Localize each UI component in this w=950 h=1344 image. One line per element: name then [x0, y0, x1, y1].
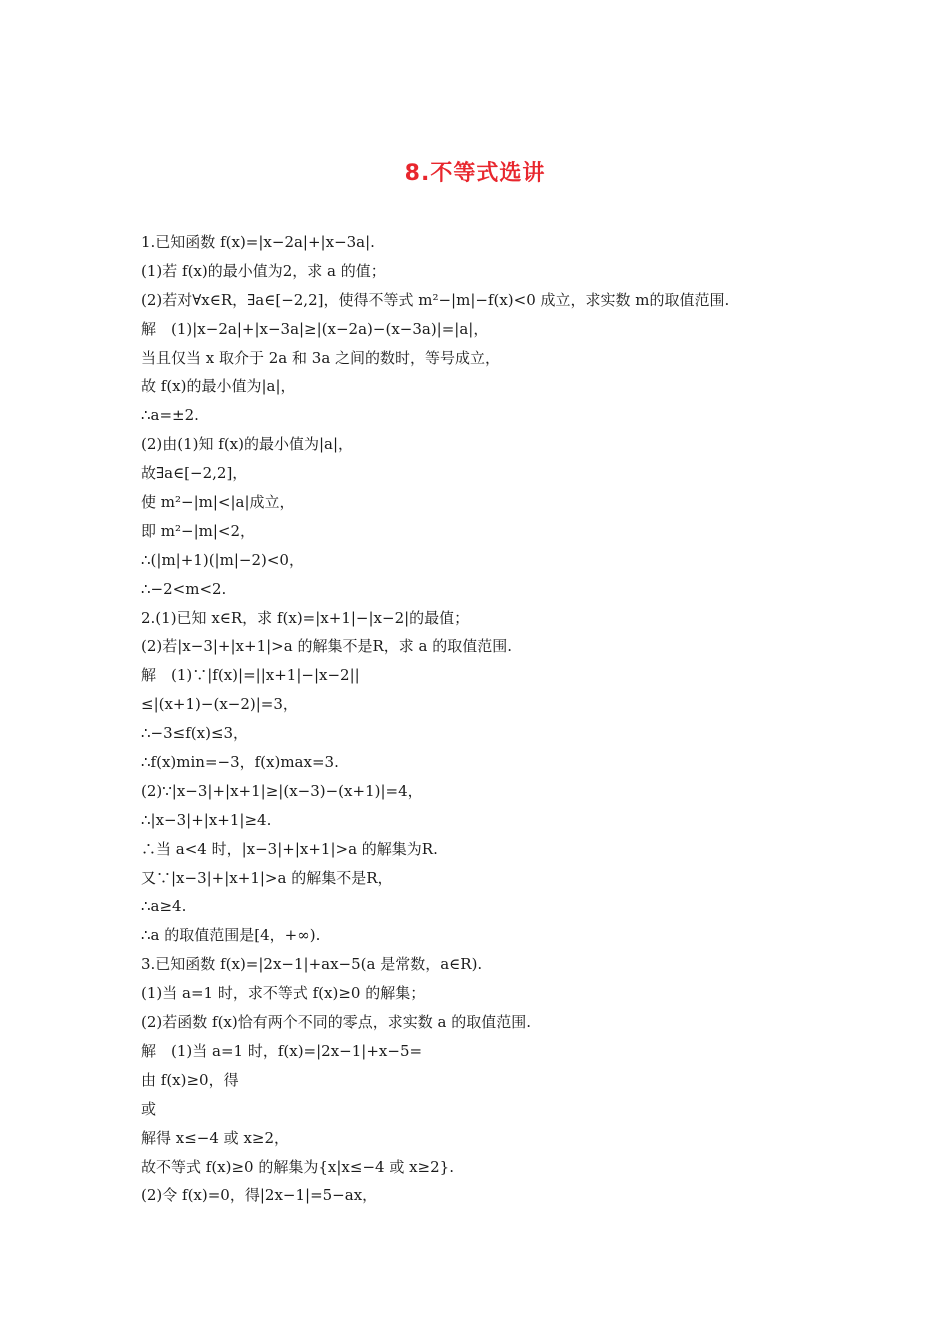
text-line: 1.已知函数 f(x)=|x−2a|+|x−3a|. — [141, 233, 375, 251]
text-line: (2)若对∀x∈R，∃a∈[−2,2]，使得不等式 m²−|m|−f(x)<0 成立，求实数 m的取值范围. — [141, 290, 730, 309]
text-line: ∴(|m|+1)(|m|−2)<0， — [141, 550, 304, 569]
text-line: ∴−3≤f(x)≤3， — [141, 724, 249, 743]
text-line: (2)令 f(x)=0，得|2x−1|=5−ax， — [141, 1186, 378, 1205]
text-line: (2)若|x−3|+|x+1|>a 的解集不是R，求 a 的取值范围. — [141, 637, 512, 656]
text-line: 使 m²−|m|<|a|成立， — [141, 493, 295, 512]
text-line: ∴|x−3|+|x+1|≥4. — [141, 810, 272, 829]
text-line: ∴a≥4. — [141, 897, 187, 916]
text-line: 故 f(x)的最小值为|a|， — [141, 377, 296, 396]
text-line: 故不等式 f(x)≥0 的解集为{x|x≤−4 或 x≥2}. — [141, 1157, 454, 1176]
text-line: 解 (1)|x−2a|+|x−3a|≥|(x−2a)−(x−3a)|=|a|， — [141, 319, 489, 338]
text-line: 又∵|x−3|+|x+1|>a 的解集不是R， — [141, 868, 393, 887]
text-line: (2)∵|x−3|+|x+1|≥|(x−3)−(x+1)|=4， — [141, 781, 423, 800]
text-line: 2.(1)已知 x∈R，求 f(x)=|x+1|−|x−2|的最值； — [141, 608, 470, 627]
document-body — [141, 228, 821, 1210]
text-line: 解 (1)∵|f(x)|=||x+1|−|x−2|| — [141, 666, 360, 685]
text-line: 即 m²−|m|<2， — [141, 521, 256, 540]
text-line: (1)当 a=1 时，求不等式 f(x)≥0 的解集； — [141, 984, 426, 1003]
text-line: ≤|(x+1)−(x−2)|=3， — [141, 695, 298, 714]
text-line: (1)若 f(x)的最小值为2，求 a 的值； — [141, 261, 386, 280]
text-line: 解 (1)当 a=1 时，f(x)=|2x−1|+x−5= — [141, 1041, 423, 1060]
text-line: 故∃a∈[−2,2]， — [141, 464, 248, 483]
page-title: 8.不等式选讲 — [404, 161, 546, 186]
text-line: 当且仅当 x 取介于 2a 和 3a 之间的数时，等号成立， — [141, 348, 501, 367]
text-line: 由 f(x)≥0，得 — [141, 1070, 239, 1089]
text-line: ∴当 a<4 时，|x−3|+|x+1|>a 的解集为R. — [141, 839, 438, 858]
text-line: (2)由(1)知 f(x)的最小值为|a|， — [141, 435, 354, 454]
text-line: ∴f(x)min=−3，f(x)max=3. — [141, 753, 339, 772]
text-line: 3.已知函数 f(x)=|2x−1|+ax−5(a 是常数，a∈R). — [141, 955, 483, 974]
text-line: ∴a 的取值范围是[4，+∞). — [141, 926, 321, 945]
text-line: 解得 x≤−4 或 x≥2， — [141, 1128, 290, 1147]
text-line: ∴a=±2. — [141, 406, 199, 425]
text-line: 或 — [141, 1099, 157, 1118]
text-line: ∴−2<m<2. — [141, 579, 227, 598]
text-line: (2)若函数 f(x)恰有两个不同的零点，求实数 a 的取值范围. — [141, 1013, 531, 1032]
